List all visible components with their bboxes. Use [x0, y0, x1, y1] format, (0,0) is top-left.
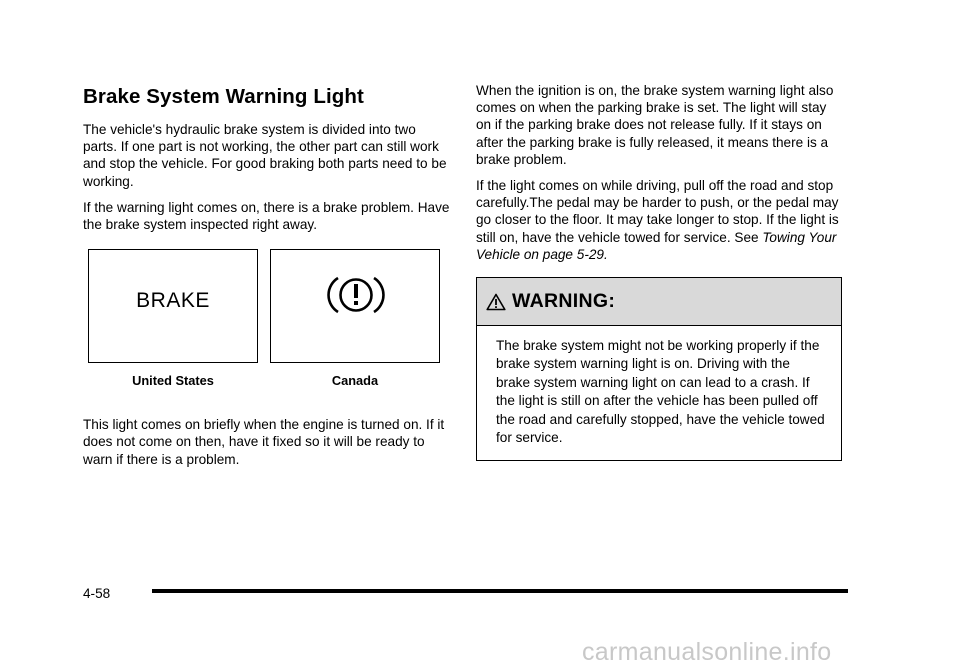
intro-paragraph: The vehicle's hydraulic brake system is divided into two parts. If one part is not working, the other part can still work and stop the vehicle. For good braking both parts need to be working.: [83, 122, 447, 189]
left-column: [83, 84, 451, 477]
watermark-text: carmanualsonline.info: [582, 638, 832, 666]
canada-caption: Canada: [331, 373, 379, 389]
brake-warning-circle-exclamation-icon: [321, 272, 391, 318]
driving-paragraph-text: If the light comes on while driving, pull off the road and stop carefully.The pedal may be harder to push, or the pedal may go closer to the floor. It may take longer to stop. If the light is still on, have the vehicle towed for service. See: [476, 178, 839, 245]
section-title: Brake System Warning Light: [83, 85, 364, 108]
warning-header: [477, 278, 841, 326]
bulb-check-paragraph: This light comes on briefly when the engine is turned on. If it does not come on then, have it fixed so it will be ready to warn if there is a problem.: [83, 417, 445, 467]
parking-brake-paragraph: When the ignition is on, the brake system warning light also comes on when the parking brake is set. The light will stay on if the parking brake does not release fully. If it stays on after the parking brake is fully released, it means there is a brake problem.: [476, 83, 834, 167]
right-column: [476, 82, 842, 461]
driving-paragraph: [476, 177, 842, 263]
warning-title: WARNING:: [512, 290, 616, 313]
warning-light-paragraph: If the warning light comes on, there is a brake problem. Have the brake system inspected right away.: [83, 199, 450, 233]
us-brake-symbol-box: [88, 249, 258, 363]
footer-rule: [152, 589, 848, 593]
warning-triangle-icon: [486, 293, 506, 311]
towing-reference-link[interactable]: Towing Your Vehicle on page 5-29.: [476, 229, 837, 262]
canada-brake-symbol-box: [270, 249, 440, 363]
brake-symbol-text: BRAKE: [136, 289, 210, 313]
warning-light-figures: [83, 249, 451, 399]
us-caption: United States: [132, 373, 214, 389]
warning-body: The brake system might not be working properly if the brake system warning light is on. Driving with the brake system warning light on can lead to a crash. If the light is still on after the vehicle has been pulled off the road and carefully stopped, have the vehicle towed for service.: [496, 338, 825, 446]
warning-box: [476, 277, 842, 461]
page-number: 4-58: [83, 586, 111, 601]
